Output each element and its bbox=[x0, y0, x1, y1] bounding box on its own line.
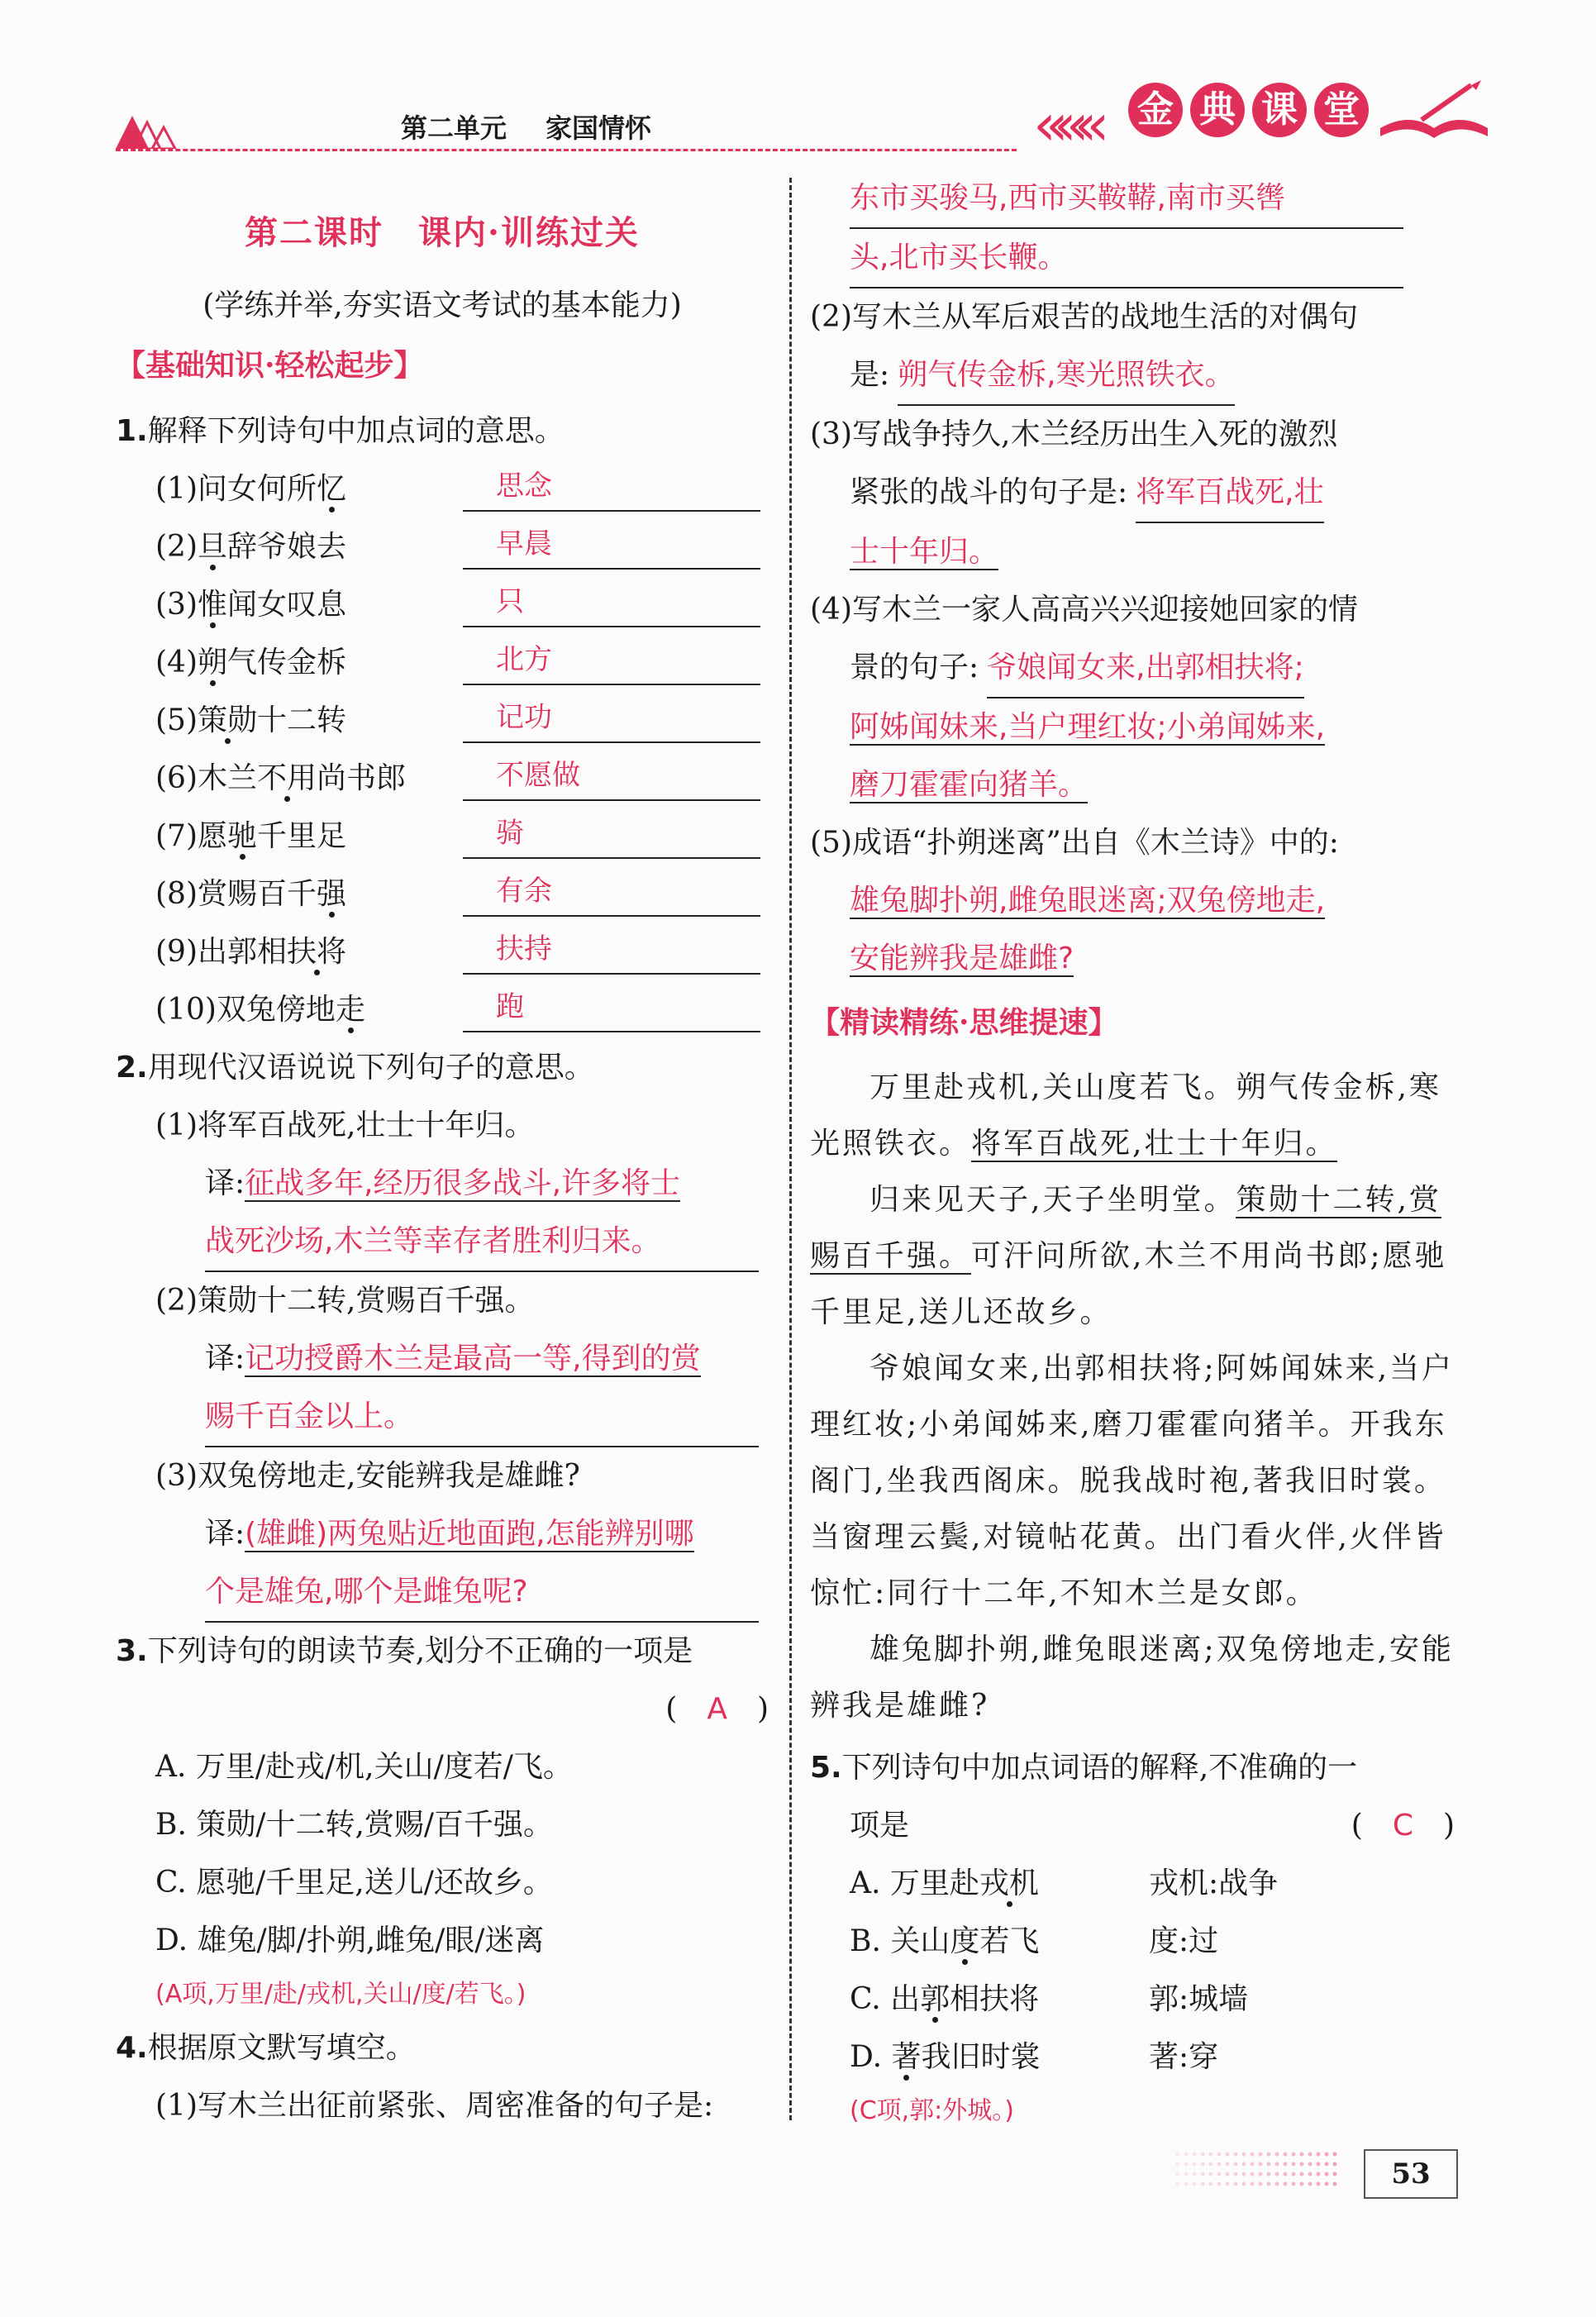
question-4-number: 4. bbox=[116, 2031, 148, 2065]
translation-line bbox=[116, 1563, 769, 1623]
dotted-word: 戎机 bbox=[979, 1866, 1039, 1900]
question-4-text: 根据原文默写填空。 bbox=[147, 2031, 416, 2065]
translation-label: 译: bbox=[205, 1342, 245, 1375]
question-1-term bbox=[155, 692, 346, 750]
decoration-dot bbox=[1193, 2153, 1197, 2157]
decoration-dot bbox=[1209, 2182, 1213, 2186]
decoration-dot bbox=[1292, 2182, 1296, 2186]
unit-theme: 家国情怀 bbox=[545, 112, 652, 144]
dotted-word: 走 bbox=[335, 993, 365, 1027]
question-5-note: (C项,郭:外城。) bbox=[850, 2096, 1014, 2125]
question-2-stem bbox=[116, 1039, 769, 1097]
fill-prompt: (4)写木兰一家人高高兴兴迎接她回家的情 bbox=[810, 593, 1358, 627]
question-2-sentence: (3)双兔傍地走,安能辨我是雄雌? bbox=[155, 1459, 580, 1493]
decoration-dot bbox=[1300, 2182, 1304, 2186]
fill-prompt-line bbox=[810, 406, 1455, 464]
dotted-word: 著 bbox=[891, 2040, 922, 2074]
dot-pattern-decoration bbox=[1174, 2149, 1339, 2191]
question-1-items bbox=[116, 460, 769, 1039]
decoration-dot bbox=[1184, 2153, 1189, 2157]
dotted-word: 不用 bbox=[257, 761, 317, 795]
translation-line bbox=[116, 1213, 769, 1272]
question-1-answer: 只 bbox=[463, 576, 760, 627]
decoration-dot bbox=[1242, 2182, 1246, 2186]
fill-answer: 将军百战死,壮 bbox=[1136, 464, 1323, 523]
decoration-dot bbox=[1226, 2172, 1230, 2176]
question-1-item bbox=[116, 576, 769, 634]
question-2-number: 2. bbox=[116, 1051, 148, 1085]
decoration-dot bbox=[1267, 2182, 1271, 2186]
question-1-answer: 骑 bbox=[463, 808, 760, 859]
question-2-text: 用现代汉语说说下列句子的意思。 bbox=[147, 1051, 594, 1085]
decoration-dot bbox=[1193, 2162, 1197, 2167]
fill-answer-line bbox=[810, 756, 1455, 814]
question-1-text: 解释下列诗句中加点词的意思。 bbox=[147, 414, 565, 448]
question-1-term bbox=[155, 923, 346, 981]
option-label: B. 关山 bbox=[850, 1924, 950, 1958]
question-5-option-gloss: 郭:城墙 bbox=[1149, 1982, 1249, 2016]
fill-answer: 爷娘闻女来,出郭相扶将; bbox=[987, 639, 1304, 698]
section-basic-knowledge: 【基础知识·轻松起步】 bbox=[116, 348, 424, 383]
decoration-dot bbox=[1209, 2153, 1213, 2157]
decoration-dot bbox=[1209, 2172, 1213, 2176]
decoration-dot bbox=[1300, 2162, 1304, 2167]
term-suffix: 辞爷娘去 bbox=[227, 530, 347, 564]
question-5-stem bbox=[810, 1739, 1455, 1797]
term-suffix: 尚书郎 bbox=[317, 761, 407, 795]
translation-answer: 赐千百金以上。 bbox=[205, 1388, 759, 1447]
question-3-answer-paren: ( A ) bbox=[665, 1692, 769, 1726]
question-1-term bbox=[155, 576, 346, 634]
dotted-word: 惟 bbox=[198, 588, 228, 622]
book-pen-icon bbox=[1372, 79, 1496, 145]
option-suffix: 相扶将 bbox=[950, 1982, 1040, 2016]
brand-char-3: 课 bbox=[1252, 83, 1307, 137]
term-suffix: 气传金柝 bbox=[227, 646, 347, 679]
question-2-items bbox=[116, 1097, 769, 1623]
question-2-sentence: (2)策勋十二转,赏赐百千强。 bbox=[155, 1284, 535, 1318]
fill-prompt-line bbox=[810, 288, 1455, 346]
section-close-reading: 【精读精练·思维提速】 bbox=[810, 1005, 1118, 1040]
term-prefix: (9)出郭相 bbox=[155, 935, 287, 969]
passage-text: 雄兔脚扑朔,雌兔眼迷离;双兔傍地走,安能辨我是雄雌? bbox=[810, 1633, 1455, 1723]
question-4-items bbox=[810, 169, 1455, 988]
question-1-answer: 记功 bbox=[463, 692, 760, 743]
question-5-text-line2: 项是 bbox=[850, 1809, 910, 1843]
question-1-term bbox=[155, 808, 346, 865]
fill-answer: 雄兔脚扑朔,雌兔眼迷离;双兔傍地走, bbox=[850, 884, 1326, 918]
page-header bbox=[0, 0, 1596, 165]
passage-paragraph bbox=[810, 1172, 1455, 1341]
translation-line bbox=[116, 1155, 769, 1213]
decoration-dot bbox=[1267, 2162, 1271, 2167]
decoration-dot bbox=[1242, 2162, 1246, 2167]
fill-prompt: (5)成语“扑朔迷离”出自《木兰诗》中的: bbox=[810, 826, 1339, 860]
passage-paragraph bbox=[810, 1060, 1455, 1172]
question-3-option: D. 雄兔/脚/扑朔,雌兔/眼/迷离 bbox=[155, 1924, 545, 1957]
decoration-dot bbox=[1308, 2153, 1313, 2157]
fill-prompt-line bbox=[810, 639, 1455, 698]
dotted-word: 策勋 bbox=[198, 703, 258, 737]
question-5-option-gloss: 著:穿 bbox=[1149, 2040, 1219, 2074]
question-5-text-line1: 下列诗句中加点词语的解释,不准确的一 bbox=[841, 1751, 1358, 1785]
decoration-dot bbox=[1267, 2172, 1271, 2176]
translation-answer: 战死沙场,木兰等幸存者胜利归来。 bbox=[205, 1213, 759, 1272]
decoration-dot bbox=[1217, 2182, 1222, 2186]
dotted-word: 郭 bbox=[920, 1982, 950, 2016]
option-label: D. bbox=[850, 2040, 892, 2074]
fill-answer: 东市买骏马,西市买鞍鞯,南市买辔 bbox=[850, 169, 1403, 229]
question-1-term bbox=[155, 634, 346, 692]
decoration-dot bbox=[1226, 2182, 1230, 2186]
question-5-option bbox=[810, 1855, 1455, 1913]
decoration-dot bbox=[1259, 2162, 1263, 2167]
decoration-dot bbox=[1234, 2162, 1238, 2167]
dotted-word: 旦 bbox=[198, 530, 228, 564]
question-5-option bbox=[810, 1913, 1455, 1971]
unit-label: 第二单元 bbox=[401, 112, 507, 144]
question-3-option: C. 愿驰/千里足,送儿/还故乡。 bbox=[155, 1866, 553, 1900]
decoration-dot bbox=[1259, 2182, 1263, 2186]
translation-label: 译: bbox=[205, 1166, 245, 1200]
question-5-answer-paren: ( C ) bbox=[1351, 1809, 1455, 1843]
decoration-dot bbox=[1333, 2162, 1337, 2167]
term-prefix: (4) bbox=[155, 646, 198, 679]
fill-answer: 磨刀霍霍向猪羊。 bbox=[850, 768, 1089, 802]
question-1-answer: 不愿做 bbox=[463, 750, 760, 801]
translation-answer: 征战多年,经历很多战斗,许多将士 bbox=[245, 1166, 681, 1200]
decoration-dot bbox=[1234, 2182, 1238, 2186]
brand-char-4: 堂 bbox=[1314, 83, 1369, 137]
question-1-term bbox=[155, 865, 346, 923]
decoration-dot bbox=[1300, 2153, 1304, 2157]
question-1-stem bbox=[116, 403, 769, 460]
decoration-dot bbox=[1251, 2182, 1255, 2186]
question-1-answer: 北方 bbox=[463, 634, 760, 685]
page-number: 53 bbox=[1364, 2149, 1458, 2199]
decoration-dot bbox=[1325, 2172, 1329, 2176]
fill-prompt: 是: bbox=[850, 358, 890, 392]
decoration-dot bbox=[1300, 2172, 1304, 2176]
passage-paragraph bbox=[810, 1341, 1455, 1622]
passage-text-rest: 可汗问所欲,木兰不用尚书郎;愿驰千里足,送儿还故乡。 bbox=[810, 1239, 1447, 1329]
decoration-dot bbox=[1308, 2172, 1313, 2176]
term-prefix: (5) bbox=[155, 703, 198, 737]
question-3-option: A. 万里/赴戎/机,关山/度若/飞。 bbox=[155, 1750, 573, 1784]
triangle-decoration-icon bbox=[116, 116, 182, 149]
decoration-dot bbox=[1184, 2162, 1189, 2167]
question-1-answer: 扶持 bbox=[463, 923, 760, 975]
question-5-option-gloss: 戎机:战争 bbox=[1149, 1866, 1279, 1900]
decoration-dot bbox=[1284, 2172, 1288, 2176]
term-prefix: (2) bbox=[155, 530, 198, 564]
decoration-dot bbox=[1193, 2172, 1197, 2176]
decoration-dot bbox=[1251, 2153, 1255, 2157]
decoration-dot bbox=[1234, 2172, 1238, 2176]
question-1-answer: 早晨 bbox=[463, 518, 760, 570]
fill-answer-line bbox=[810, 930, 1455, 988]
decoration-dot bbox=[1176, 2172, 1180, 2176]
fill-prompt: (2)写木兰从军后艰苦的战地生活的对偶句 bbox=[810, 300, 1358, 334]
question-1-item bbox=[116, 518, 769, 576]
dotted-word: 强 bbox=[317, 877, 347, 911]
decoration-dot bbox=[1259, 2172, 1263, 2176]
decoration-dot bbox=[1275, 2162, 1279, 2167]
dotted-word: 朔 bbox=[198, 646, 228, 679]
term-prefix: (10)双兔傍地 bbox=[155, 993, 336, 1027]
term-prefix: (8)赏赐百千 bbox=[155, 877, 317, 911]
fill-answer: 安能辨我是雄雌? bbox=[850, 942, 1074, 975]
question-1-term bbox=[155, 518, 346, 576]
decoration-dot bbox=[1242, 2153, 1246, 2157]
question-5-options bbox=[810, 1855, 1455, 2086]
lesson-title: 第二课时 课内·训练过关 bbox=[245, 213, 640, 252]
fill-prompt: (3)写战争持久,木兰经历出生入死的激烈 bbox=[810, 417, 1338, 451]
fill-prompt: 景的句子: bbox=[850, 651, 979, 684]
question-5-option-phrase bbox=[850, 1971, 1039, 2029]
brand-char-1: 金 bbox=[1128, 83, 1183, 137]
decoration-dot bbox=[1308, 2182, 1313, 2186]
decoration-dot bbox=[1251, 2172, 1255, 2176]
dotted-word: 扶将 bbox=[287, 935, 347, 969]
question-2-sentence: (1)将军百战死,壮士十年归。 bbox=[155, 1108, 535, 1142]
decoration-dot bbox=[1292, 2162, 1296, 2167]
fill-answer: 士十年归。 bbox=[850, 535, 999, 569]
decoration-dot bbox=[1292, 2153, 1296, 2157]
translation-line bbox=[116, 1388, 769, 1447]
chevrons-icon: ««« bbox=[1033, 91, 1095, 159]
question-1-item bbox=[116, 865, 769, 923]
right-column bbox=[810, 169, 1455, 2136]
column-divider bbox=[789, 178, 792, 2120]
fill-answer: 朔气传金柝,寒光照铁衣。 bbox=[898, 346, 1234, 406]
question-3-stem bbox=[116, 1623, 769, 1681]
decoration-dot bbox=[1234, 2153, 1238, 2157]
question-1-item bbox=[116, 460, 769, 518]
decoration-dot bbox=[1292, 2172, 1296, 2176]
question-1-item bbox=[116, 692, 769, 750]
decoration-dot bbox=[1209, 2162, 1213, 2167]
left-column bbox=[116, 190, 769, 2135]
question-1-item bbox=[116, 808, 769, 865]
decoration-dot bbox=[1308, 2162, 1313, 2167]
decoration-dot bbox=[1201, 2182, 1205, 2186]
translation-line bbox=[116, 1330, 769, 1388]
passage-text: 归来见天子,天子坐明堂。 bbox=[869, 1183, 1236, 1217]
question-1-answer: 有余 bbox=[463, 865, 760, 917]
decoration-dot bbox=[1226, 2162, 1230, 2167]
decoration-dot bbox=[1317, 2162, 1321, 2167]
term-prefix: (6)木兰 bbox=[155, 761, 257, 795]
question-3-option: B. 策勋/十二转,赏赐/百千强。 bbox=[155, 1808, 554, 1842]
question-3-number: 3. bbox=[116, 1634, 148, 1668]
question-3-text: 下列诗句的朗读节奏,划分不正确的一项是 bbox=[147, 1634, 693, 1668]
question-5-stem-line2 bbox=[810, 1797, 1455, 1855]
translation-answer: (雄雌)两兔贴近地面跑,怎能辨别哪 bbox=[245, 1517, 694, 1551]
decoration-dot bbox=[1317, 2172, 1321, 2176]
decoration-dot bbox=[1201, 2153, 1205, 2157]
fill-answer-line bbox=[810, 523, 1455, 581]
dotted-word: 忆 bbox=[317, 472, 347, 506]
option-suffix: 若飞 bbox=[979, 1924, 1040, 1958]
decoration-dot bbox=[1284, 2162, 1288, 2167]
decoration-dot bbox=[1184, 2172, 1189, 2176]
passage-underlined: 将军百战死,壮士十年归。 bbox=[971, 1127, 1338, 1161]
header-divider bbox=[116, 149, 1017, 151]
decoration-dot bbox=[1333, 2153, 1337, 2157]
decoration-dot bbox=[1333, 2182, 1337, 2186]
question-5-option-gloss: 度:过 bbox=[1149, 1924, 1219, 1958]
decoration-dot bbox=[1176, 2162, 1180, 2167]
decoration-dot bbox=[1242, 2172, 1246, 2176]
decoration-dot bbox=[1217, 2172, 1222, 2176]
translation-label: 译: bbox=[205, 1517, 245, 1551]
decoration-dot bbox=[1267, 2153, 1271, 2157]
decoration-dot bbox=[1184, 2182, 1189, 2186]
question-1-item bbox=[116, 923, 769, 981]
fill-answer-line bbox=[810, 698, 1455, 756]
option-suffix: 我旧时裳 bbox=[921, 2040, 1041, 2074]
translation-answer: 个是雄兔,哪个是雌兔呢? bbox=[205, 1563, 759, 1623]
decoration-dot bbox=[1333, 2172, 1337, 2176]
question-1-answer: 思念 bbox=[463, 460, 760, 512]
fill-prompt-line bbox=[810, 346, 1455, 406]
question-1-answer: 跑 bbox=[463, 981, 760, 1032]
question-4-stem bbox=[116, 2019, 769, 2077]
decoration-dot bbox=[1201, 2172, 1205, 2176]
question-1-item bbox=[116, 981, 769, 1039]
decoration-dot bbox=[1226, 2153, 1230, 2157]
term-suffix: 千里足 bbox=[257, 819, 347, 853]
question-5-option bbox=[810, 1971, 1455, 2029]
question-5-option-phrase bbox=[850, 1913, 1039, 1971]
question-5-option-phrase bbox=[850, 2029, 1041, 2086]
decoration-dot bbox=[1275, 2172, 1279, 2176]
term-suffix: 十二转 bbox=[257, 703, 347, 737]
decoration-dot bbox=[1275, 2182, 1279, 2186]
question-1-term bbox=[155, 460, 346, 518]
fill-prompt: 紧张的战斗的句子是: bbox=[850, 475, 1128, 509]
question-1-number: 1. bbox=[116, 414, 148, 448]
decoration-dot bbox=[1251, 2162, 1255, 2167]
brand-char-2: 典 bbox=[1190, 83, 1245, 137]
fill-prompt-line bbox=[810, 814, 1455, 872]
fill-answer-line bbox=[810, 169, 1455, 229]
decoration-dot bbox=[1176, 2153, 1180, 2157]
question-4-item-1-prompt: (1)写木兰出征前紧张、周密准备的句子是: bbox=[155, 2089, 714, 2123]
term-suffix: 闻女叹息 bbox=[227, 588, 347, 622]
decoration-dot bbox=[1284, 2153, 1288, 2157]
decoration-dot bbox=[1317, 2182, 1321, 2186]
decoration-dot bbox=[1284, 2182, 1288, 2186]
question-5-option bbox=[810, 2029, 1455, 2086]
option-label: A. 万里赴 bbox=[850, 1866, 979, 1900]
question-3-note: (A项,万里/赴/戎机,关山/度/若飞。) bbox=[155, 1980, 526, 2009]
reading-passage bbox=[810, 1060, 1455, 1734]
question-3-answer: A bbox=[707, 1692, 727, 1726]
question-5-option-phrase bbox=[850, 1855, 1039, 1913]
decoration-dot bbox=[1275, 2153, 1279, 2157]
decoration-dot bbox=[1325, 2153, 1329, 2157]
decoration-dot bbox=[1176, 2182, 1180, 2186]
translation-line bbox=[116, 1505, 769, 1563]
fill-prompt-line bbox=[810, 581, 1455, 639]
option-label: C. 出 bbox=[850, 1982, 921, 2016]
decoration-dot bbox=[1193, 2182, 1197, 2186]
dotted-word: 度 bbox=[950, 1924, 980, 1958]
question-5-answer: C bbox=[1392, 1809, 1413, 1843]
decoration-dot bbox=[1259, 2153, 1263, 2157]
passage-paragraph bbox=[810, 1622, 1455, 1734]
term-prefix: (7)愿 bbox=[155, 819, 227, 853]
decoration-dot bbox=[1325, 2162, 1329, 2167]
passage-underlined: 策勋十二转,赏赐百千强。 bbox=[810, 1183, 1441, 1273]
fill-answer: 头,北市买长鞭。 bbox=[850, 229, 1403, 288]
term-prefix: (3) bbox=[155, 588, 198, 622]
decoration-dot bbox=[1217, 2153, 1222, 2157]
dotted-word: 驰 bbox=[227, 819, 258, 853]
passage-text: 万里赴戎机,关山度若飞。朔气传金柝,寒光照铁衣。 bbox=[810, 1070, 1441, 1161]
question-1-item bbox=[116, 634, 769, 692]
fill-answer-line bbox=[810, 872, 1455, 930]
translation-answer: 记功授爵木兰是最高一等,得到的赏 bbox=[245, 1342, 701, 1375]
passage-text: 爷娘闻女来,出郭相扶将;阿姊闻妹来,当户理红妆;小弟闻姊来,磨刀霍霍向猪羊。开我东阁门,坐我西阁床。脱我战时袍,著我旧时裳。当窗理云鬓,对镜帖花黄。出门看火伴,火伴皆惊忙:同行十二年,不知木兰是女郎。 bbox=[810, 1352, 1455, 1610]
question-1-term bbox=[155, 981, 365, 1039]
question-1-item bbox=[116, 750, 769, 808]
question-5-number: 5. bbox=[810, 1751, 842, 1785]
question-3-options bbox=[116, 1738, 769, 1970]
question-1-term bbox=[155, 750, 406, 808]
decoration-dot bbox=[1201, 2162, 1205, 2167]
decoration-dot bbox=[1325, 2182, 1329, 2186]
fill-prompt-line bbox=[810, 464, 1455, 523]
fill-answer-line bbox=[810, 229, 1455, 288]
lesson-subtitle: (学练并举,夯实语文考试的基本能力) bbox=[202, 288, 682, 322]
fill-answer: 阿姊闻妹来,当户理红妆;小弟闻姊来, bbox=[850, 710, 1326, 744]
decoration-dot bbox=[1317, 2153, 1321, 2157]
decoration-dot bbox=[1217, 2162, 1222, 2167]
term-prefix: (1)问女何所 bbox=[155, 472, 317, 506]
